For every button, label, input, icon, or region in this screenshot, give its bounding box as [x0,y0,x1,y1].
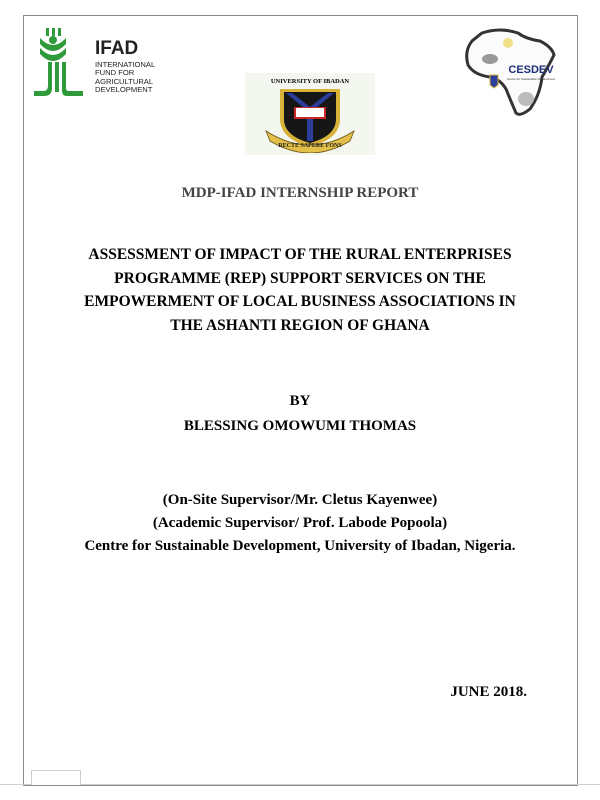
title-line: EMPOWERMENT OF LOCAL BUSINESS ASSOCIATIONS IN [84,293,516,310]
ifad-subtitle-line: INTERNATIONAL [95,60,156,69]
academic-supervisor: (Academic Supervisor/ Prof. Labode Popoola) [152,515,448,531]
university-of-ibadan-logo [245,73,375,155]
footer-line [0,784,600,785]
supervisors-block [0,489,600,558]
institution: Centre for Sustainable Development, University of Ibadan, Nigeria. [84,538,516,554]
title-line: PROGRAMME (REP) SUPPORT SERVICES ON THE [114,269,486,287]
ifad-subtitle-line: AGRICULTURAL [95,76,154,86]
svg-text:Centre for Sustainable Develop: Centre for Sustainable Development [506,77,556,81]
title-line: ASSESSMENT OF IMPACT OF THE RURAL ENTERPRISES [88,246,512,263]
on-site-supervisor: (On-Site Supervisor/Mr. Cletus Kayenwee) [162,492,438,508]
ifad-name: IFAD [95,38,139,59]
university-motto: RECTE SAPERE FONS [278,143,342,149]
footer-tab [31,770,81,785]
africa-map-icon [460,25,560,120]
report-date: JUNE 2018. [450,684,527,700]
report-title [0,243,600,337]
title-line: THE ASHANTI REGION OF GHANA [170,316,430,334]
university-crest-icon [262,87,358,153]
university-name: UNIVERSITY OF IBADAN [270,78,350,85]
report-type: MDP-IFAD INTERNSHIP REPORT [181,185,419,201]
ifad-subtitle-line: DEVELOPMENT [95,84,153,94]
author-name: BLESSING OMOWUMI THOMAS [183,418,417,434]
cesdev-logo [460,25,560,120]
ifad-logo [34,28,174,108]
svg-text:CESDEV: CESDEV [508,64,554,76]
by-label: BY [289,393,311,409]
ifad-subtitle-line: FUND FOR [95,68,135,78]
ifad-emblem-icon [34,28,94,103]
